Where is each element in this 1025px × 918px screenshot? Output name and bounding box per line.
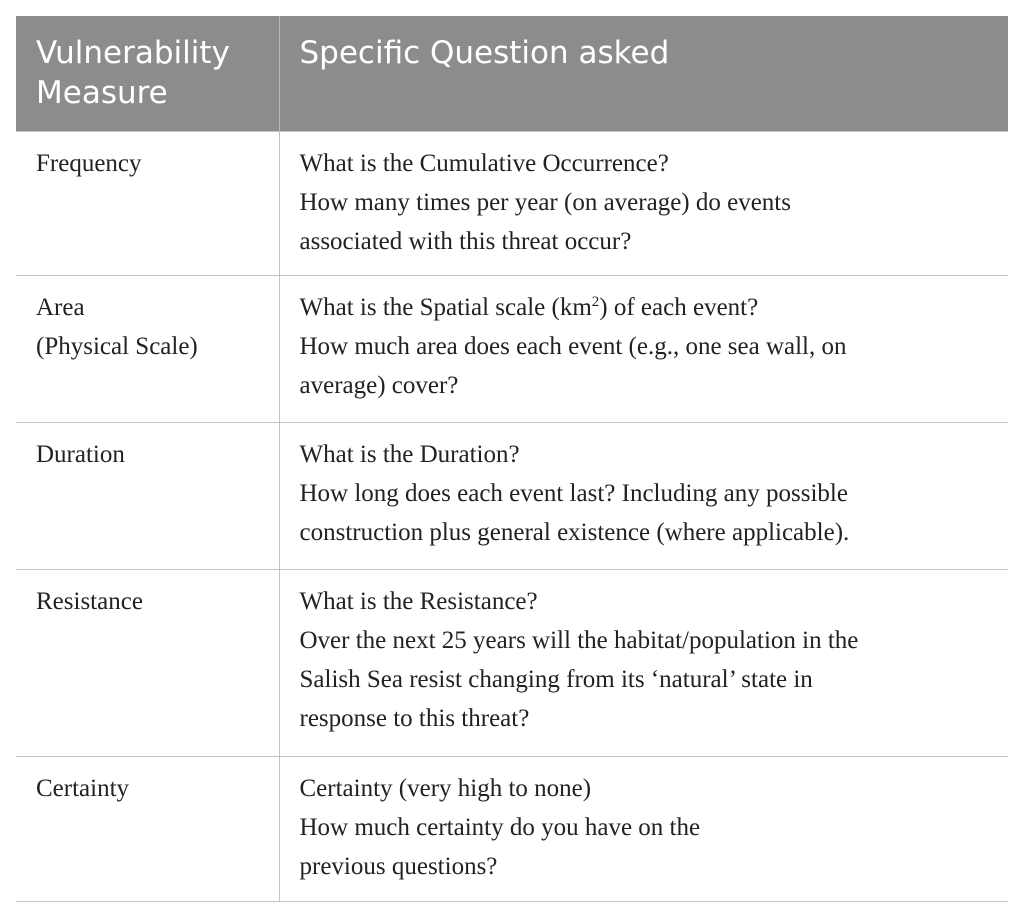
question-line: Over the next 25 years will the habitat/population in the — [299, 627, 859, 654]
measure-name: Duration — [36, 441, 125, 468]
question-line: construction plus general existence (where applicable). — [299, 519, 850, 546]
measure-cell — [16, 132, 279, 276]
measure-cell — [16, 276, 279, 423]
question-line: How many times per year (on average) do events — [299, 189, 791, 216]
question-line: How long does each event last? Including any possible — [299, 480, 848, 507]
superscript: 2 — [591, 294, 600, 310]
measure-name: Certainty — [36, 775, 130, 802]
question-cell — [279, 276, 1008, 423]
question-cell — [279, 423, 1008, 570]
question-line: Salish Sea resist changing from its ‘natural’ state in — [299, 666, 813, 693]
header-question — [279, 16, 1008, 132]
header-measure — [16, 16, 279, 132]
vulnerability-table — [16, 16, 1008, 902]
question-line: What is the Duration? — [299, 441, 520, 468]
measure-name: Frequency — [36, 150, 142, 177]
question-line: response to this threat? — [299, 705, 530, 732]
table-row-frequency — [16, 132, 1008, 276]
question-cell — [279, 570, 1008, 757]
table-row-area — [16, 276, 1008, 423]
question-line: previous questions? — [299, 853, 498, 880]
header-measure-line2: Measure — [36, 75, 168, 111]
question-line: What is the Cumulative Occurrence? — [299, 150, 669, 177]
table-row-duration — [16, 423, 1008, 570]
measure-cell — [16, 570, 279, 757]
table-row-resistance — [16, 570, 1008, 757]
question-line: average) cover? — [299, 372, 459, 399]
measure-subtitle: (Physical Scale) — [36, 333, 198, 360]
question-text-pre: What is the Spatial scale (km — [299, 294, 592, 321]
header-measure-line1: Vulnerability — [36, 35, 230, 71]
question-line: associated with this threat occur? — [299, 228, 632, 255]
measure-cell — [16, 757, 279, 902]
question-text-post: ) of each event? — [599, 294, 759, 321]
header-question-text: Specific Question asked — [299, 35, 670, 71]
header-row — [16, 16, 1008, 132]
question-cell — [279, 757, 1008, 902]
measure-cell — [16, 423, 279, 570]
question-line — [300, 288, 989, 327]
measure-name: Resistance — [36, 588, 143, 615]
question-line: How much area does each event (e.g., one sea wall, on — [299, 333, 847, 360]
question-line: How much certainty do you have on the — [299, 814, 701, 841]
question-line: Certainty (very high to none) — [299, 775, 592, 802]
measure-name: Area — [36, 294, 85, 321]
table-row-certainty — [16, 757, 1008, 902]
question-cell — [279, 132, 1008, 276]
question-line: What is the Resistance? — [299, 588, 538, 615]
